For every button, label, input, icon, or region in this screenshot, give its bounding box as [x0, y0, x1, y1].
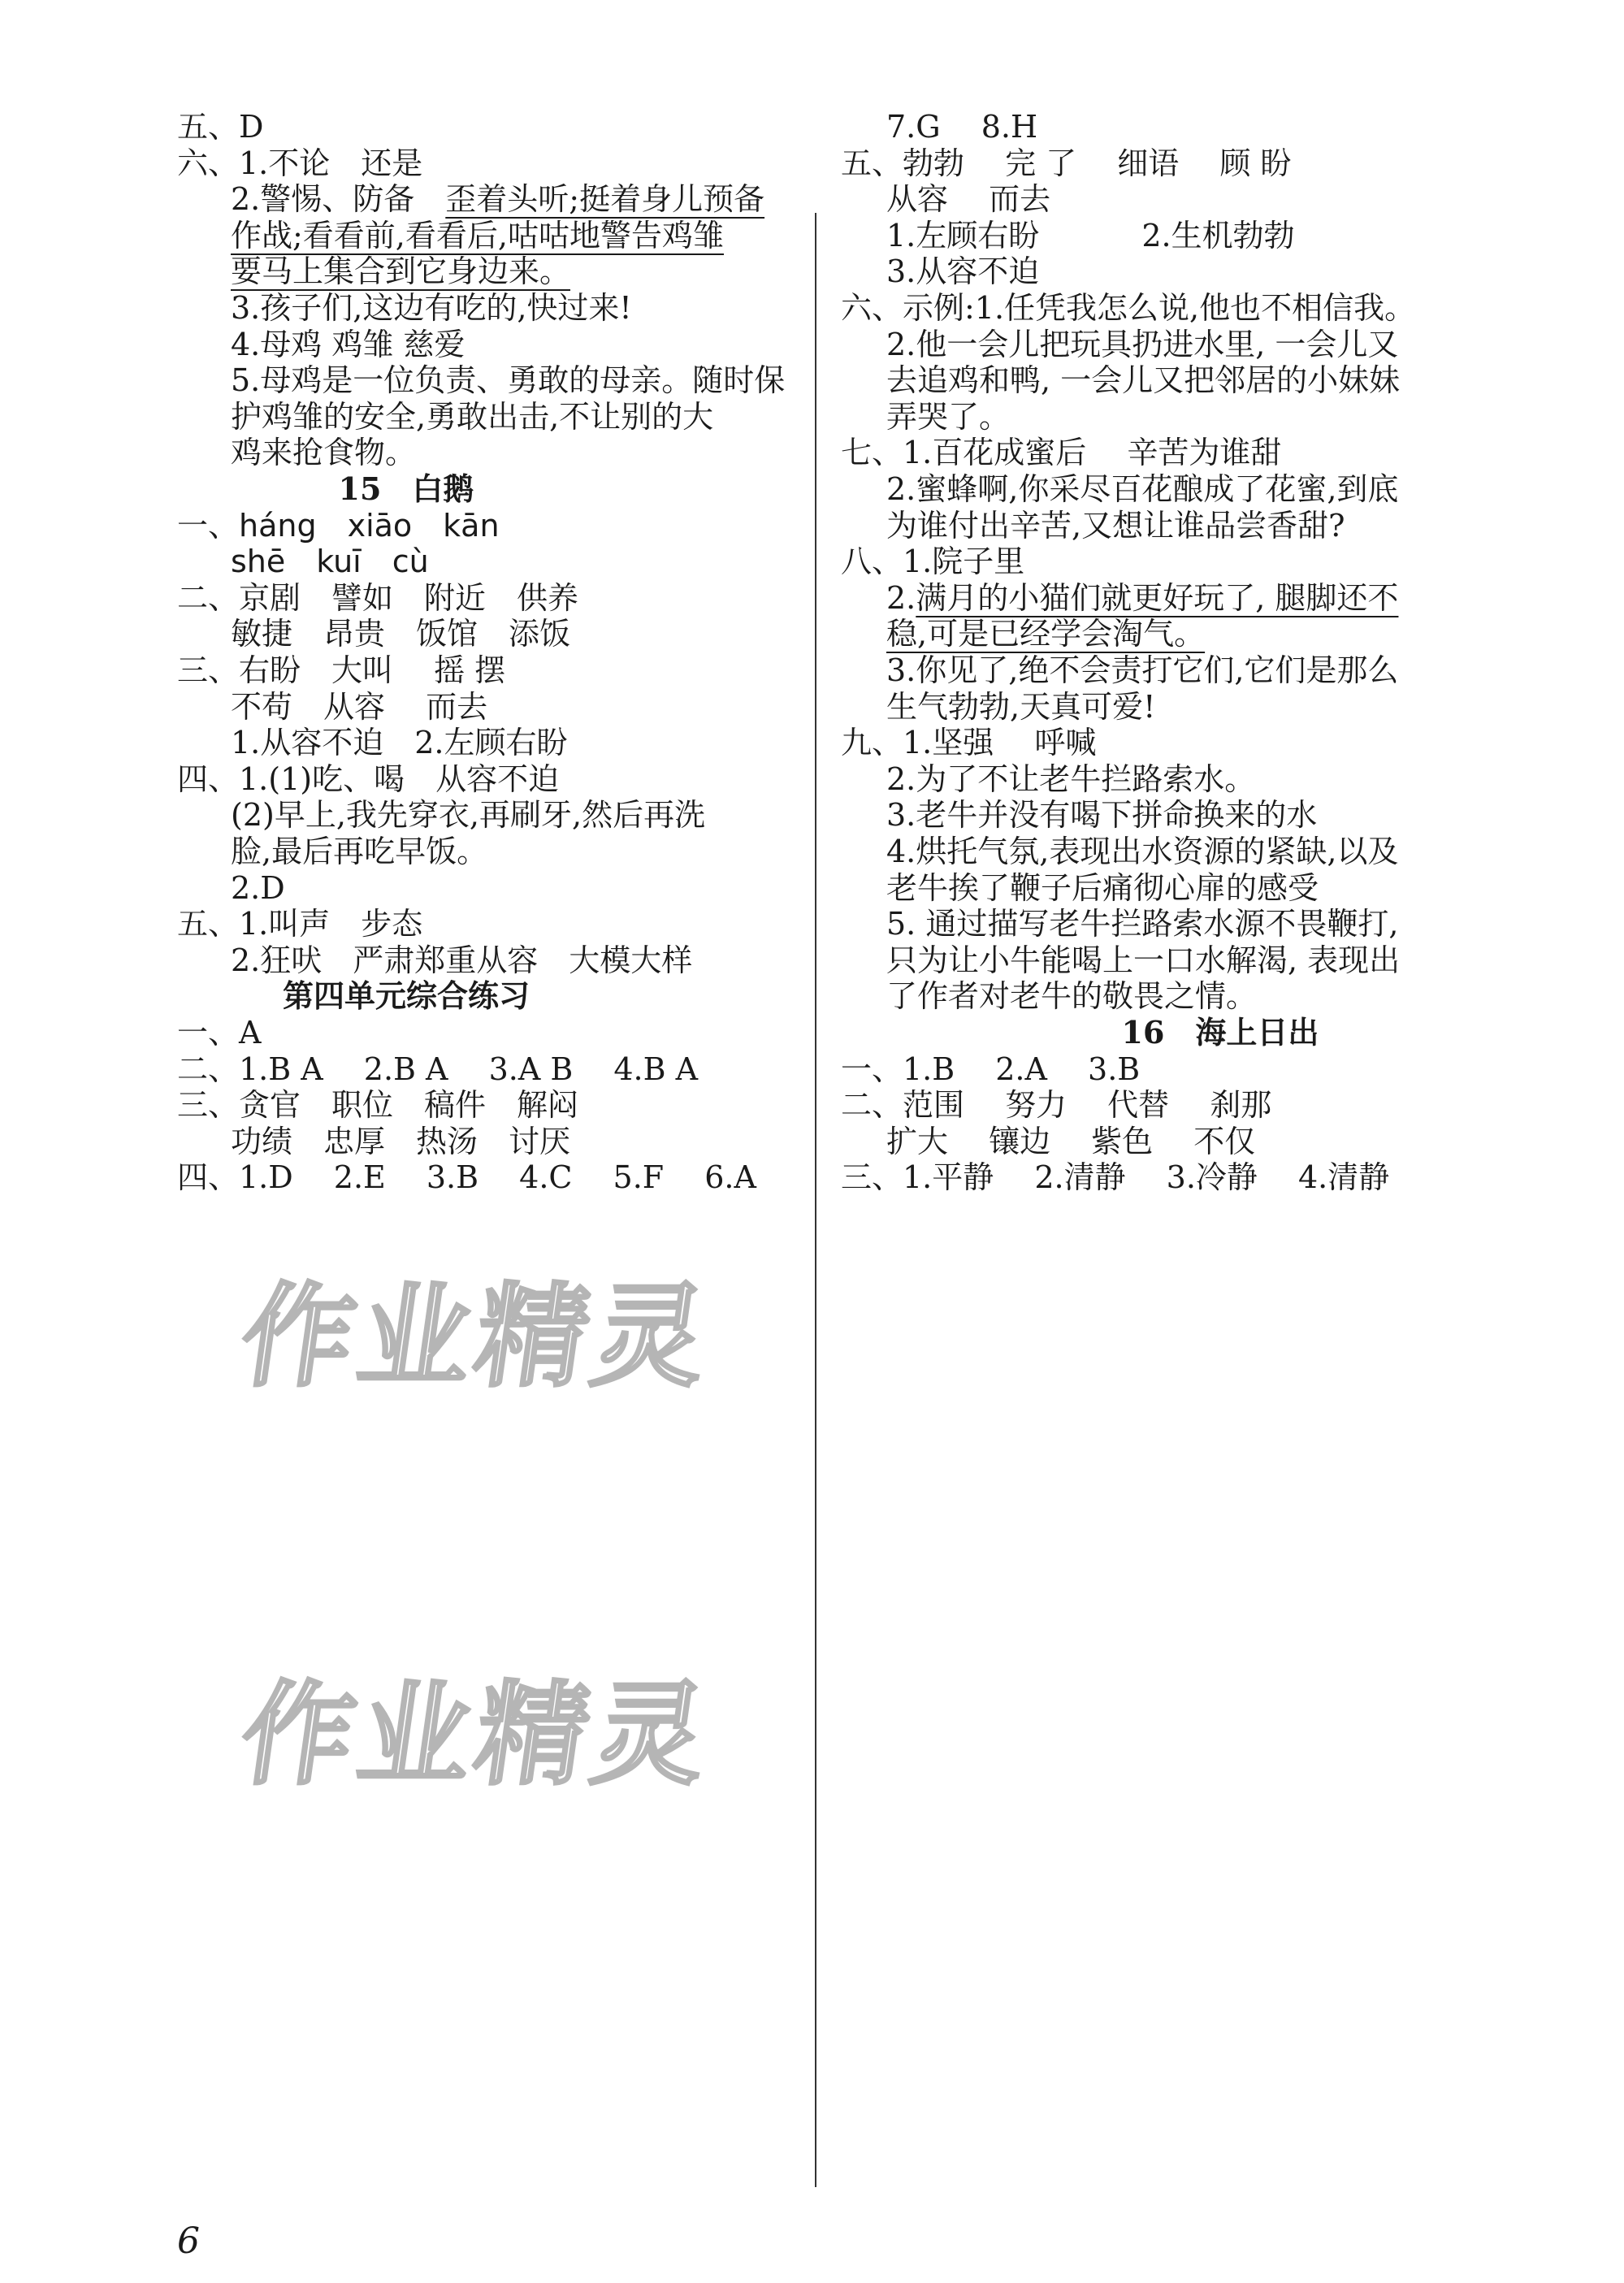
answer-line [231, 398, 714, 435]
answer-line [231, 435, 417, 471]
answer-text: 3.老牛并没有喝下拼命换来的水 [886, 797, 1318, 834]
answer-text: 4.烘托气氛,表现出水资源的紧缺,以及 [886, 834, 1399, 869]
answer-line [886, 836, 1398, 867]
answer-text: 六、示例:1.任凭我怎么说,他也不相信我。 [841, 290, 1416, 326]
answer-line [886, 326, 1399, 362]
underlined-answer: 歪着头听;挺着身儿预备 [445, 181, 765, 218]
answer-line [886, 652, 1399, 688]
answer-line [841, 145, 1292, 181]
answer-text: 脸,最后再吃早饭。 [231, 834, 488, 869]
answer-text: 不苟 从容 而去 [231, 688, 488, 725]
watermark: 作业精灵 [233, 1271, 720, 1402]
answer-line [886, 471, 1399, 507]
answer-text: 一、háng xiāo kān [177, 507, 500, 544]
answer-line [886, 797, 1318, 834]
underlined-answer: 稳,可是已经学会淘气。 [886, 616, 1206, 652]
answer-line [231, 836, 487, 867]
answer-line [841, 1051, 1141, 1087]
answer-text: 老牛挨了鞭子后痛彻心扉的感受 [886, 869, 1319, 906]
answer-line [886, 398, 1011, 435]
answer-text: 二、1.B A 2.B A 3.A B 4.B A [177, 1051, 699, 1087]
answer-line [886, 217, 1295, 253]
answer-line [841, 290, 1416, 326]
answer-text: 2.警惕、防备 [231, 181, 446, 218]
answer-line [177, 652, 506, 688]
answer-line [231, 797, 706, 834]
answer-text: 三、贪官 职位 稿件 解闷 [177, 1087, 579, 1124]
answer-text: 五、1.叫声 步态 [177, 906, 423, 942]
answer-line [841, 1087, 1272, 1124]
answer-line [231, 181, 765, 218]
answer-line [886, 869, 1319, 906]
answer-line [886, 1123, 1256, 1159]
answer-line [841, 1159, 1390, 1196]
answer-line [886, 688, 1156, 725]
answer-line [886, 616, 1206, 652]
answer-text: 3.孩子们,这边有吃的,快过来! [231, 290, 632, 326]
answer-text: 护鸡雏的安全,勇敢出击,不让别的大 [231, 398, 714, 435]
answer-text: 八、1.院子里 [841, 544, 1025, 580]
answer-text: 去追鸡和鸭, 一会儿又把邻居的小妹妹 [886, 362, 1401, 399]
answer-text: 2. [886, 579, 916, 616]
answer-line [886, 906, 1399, 942]
answer-line [177, 1087, 579, 1124]
answer-line [231, 688, 488, 725]
answer-text: 九、1.坚强 呼喊 [841, 725, 1097, 761]
column-divider [815, 213, 816, 2187]
answer-text: 一、A [177, 1015, 262, 1051]
answer-text: 三、右盼 大叫 摇 摆 [177, 652, 506, 688]
answer-text: 从容 而去 [886, 181, 1051, 218]
answer-text: 七、1.百花成蜜后 辛苦为谁甜 [841, 435, 1282, 471]
answer-text: 第四单元综合练习 [282, 977, 530, 1015]
answer-text: 五、D [177, 109, 264, 145]
answer-text: 2.为了不让老牛拦路索水。 [886, 760, 1256, 797]
answer-text: 1.左顾右盼 2.生机勃勃 [886, 217, 1295, 253]
answer-line [177, 507, 500, 544]
answer-text: 4.母鸡 鸡雏 慈爱 [231, 326, 466, 362]
answer-line [886, 362, 1401, 399]
answer-text: 3.你见了,绝不会责打它们,它们是那么 [886, 652, 1399, 688]
answer-text: shē kuī cù [231, 544, 429, 580]
answer-line [177, 1051, 699, 1087]
answer-text: 只为让小牛能喝上一口水解渴, 表现出 [886, 942, 1401, 978]
answer-text: 5. 通过描写老牛拦路索水源不畏鞭打, [886, 906, 1399, 942]
answer-line [886, 507, 1345, 544]
answer-line [886, 181, 1051, 218]
answer-text: 鸡来抢食物。 [231, 435, 417, 471]
section-heading [816, 1014, 1624, 1051]
answer-line [231, 1123, 571, 1159]
answer-line [231, 290, 632, 326]
answer-text: 敏捷 昂贵 饭馆 添饭 [231, 616, 571, 652]
answer-line [177, 906, 423, 942]
answer-text: 5.母鸡是一位负责、勇敢的母亲。随时保 [231, 362, 786, 399]
answer-text: 扩大 镶边 紫色 不仅 [886, 1123, 1256, 1159]
answer-line [231, 725, 568, 761]
answer-line [886, 760, 1256, 797]
answer-line [886, 579, 1399, 616]
answer-text: 生气勃勃,天真可爱! [886, 688, 1156, 725]
answer-text: 16 海上日出 [1121, 1014, 1319, 1051]
answer-line [177, 1015, 262, 1051]
answer-line [177, 109, 264, 145]
answer-line [886, 109, 1038, 145]
underlined-answer: 要马上集合到它身边来。 [231, 253, 571, 290]
answer-line [177, 1159, 756, 1196]
answer-text: 为谁付出辛苦,又想让谁品尝香甜? [886, 507, 1345, 544]
answer-line [231, 217, 724, 253]
page-number: 6 [177, 2220, 200, 2262]
answer-text: 2.D [231, 869, 285, 906]
answer-text: 2.蜜蜂啊,你采尽百花酿成了花蜜,到底 [886, 471, 1399, 507]
answer-line [886, 978, 1258, 1015]
answer-line [231, 253, 571, 290]
answer-text: 六、1.不论 还是 [177, 145, 423, 181]
answer-text: 功绩 忠厚 热汤 讨厌 [231, 1123, 571, 1159]
underlined-answer: 作战;看看前,看看后,咕咕地警告鸡雏 [231, 217, 724, 253]
answer-line [841, 725, 1097, 761]
underlined-answer: 满月的小猫们就更好玩了, 腿脚还不 [916, 579, 1399, 616]
answer-line [841, 544, 1025, 580]
answer-text: 15 白鹅 [338, 470, 474, 507]
answer-line [886, 253, 1040, 290]
watermark: 作业精灵 [233, 1670, 720, 1800]
answer-text: 7.G 8.H [886, 109, 1038, 145]
answer-line [177, 145, 423, 181]
answer-text: 四、1.D 2.E 3.B 4.C 5.F 6.A [177, 1159, 756, 1196]
answer-text: 了作者对老牛的敬畏之情。 [886, 978, 1258, 1015]
answer-text: 五、勃勃 完 了 细语 顾 盼 [841, 145, 1292, 181]
section-heading [0, 977, 812, 1015]
answer-line [177, 579, 579, 616]
answer-text: 1.从容不迫 2.左顾右盼 [231, 725, 568, 761]
answer-text: 三、1.平静 2.清静 3.冷静 4.清静 [841, 1159, 1390, 1196]
answer-line [841, 435, 1282, 471]
answer-text: 四、1.(1)吃、喝 从容不迫 [177, 760, 560, 797]
answer-line [231, 942, 693, 978]
answer-line [177, 760, 560, 797]
answer-text: (2)早上,我先穿衣,再刷牙,然后再洗 [231, 797, 706, 834]
answer-text: 一、1.B 2.A 3.B [841, 1051, 1141, 1087]
answer-line [231, 326, 466, 362]
answer-text: 2.狂吠 严肃郑重从容 大模大样 [231, 942, 693, 978]
answer-line [886, 942, 1401, 978]
answer-line [231, 544, 429, 580]
answer-text: 弄哭了。 [886, 398, 1011, 435]
answer-text: 2.他一会儿把玩具扔进水里, 一会儿又 [886, 326, 1399, 362]
answer-line [231, 362, 786, 399]
answer-text: 二、范围 努力 代替 刹那 [841, 1087, 1272, 1124]
answer-text: 二、京剧 譬如 附近 供养 [177, 579, 579, 616]
section-heading [0, 470, 812, 507]
answer-text: 3.从容不迫 [886, 253, 1040, 290]
answer-line [231, 869, 285, 906]
answer-line [231, 616, 571, 652]
